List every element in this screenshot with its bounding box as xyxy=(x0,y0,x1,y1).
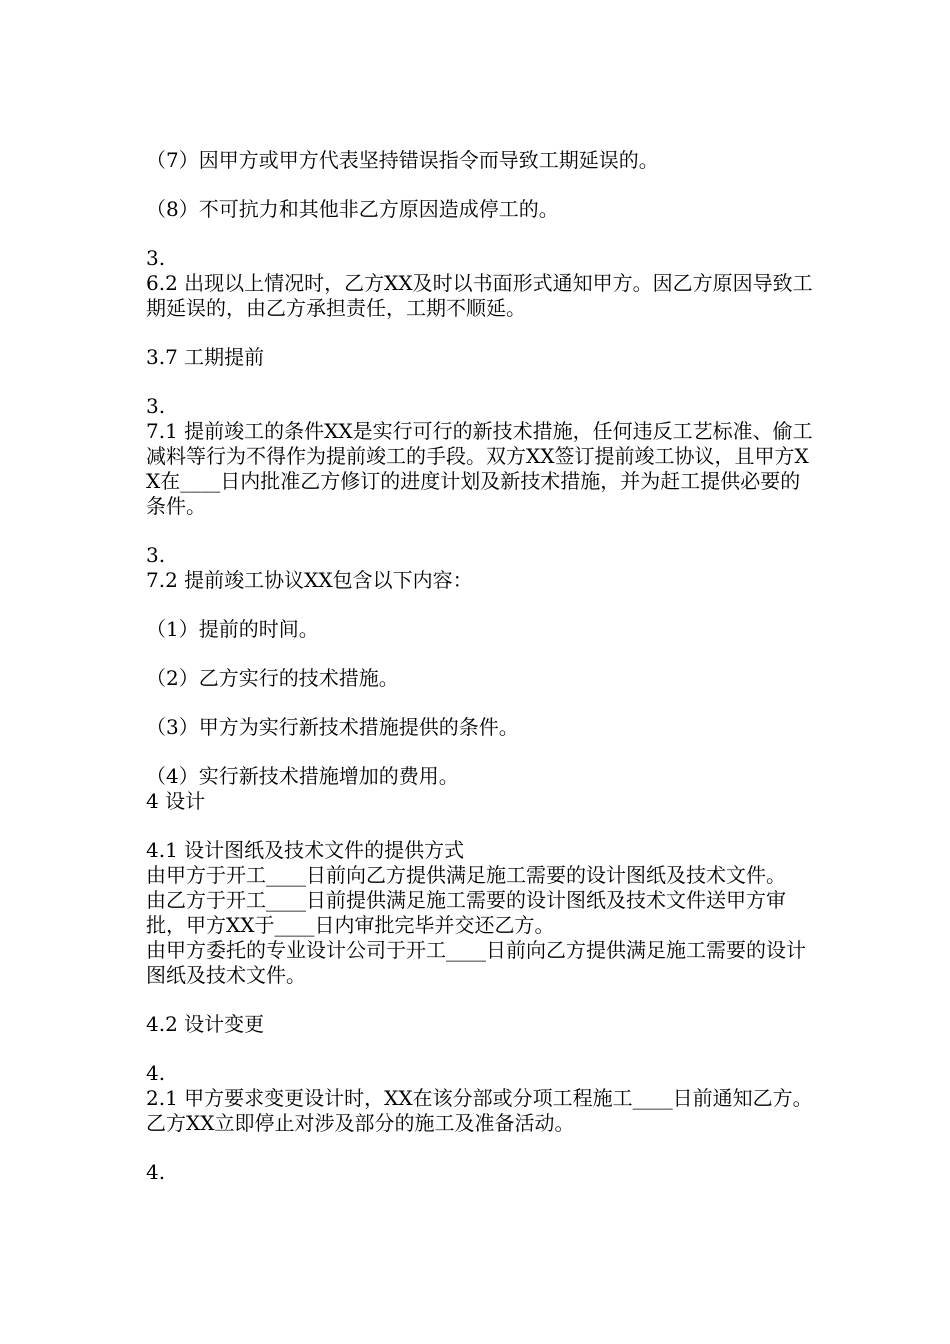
section-number-fragment: 4. xyxy=(146,1160,166,1184)
section-number-fragment: 3. xyxy=(146,394,166,418)
clause-7-1: 7.1 提前竣工的条件XX是实行可行的新技术措施，任何违反工艺标准、偷工减料等行为不得作为提前竣工的手段。双方XX签订提前竣工协议，且甲方XX在____日内批准乙方修订的进度计划及新技术措施，并为赶工提供必要的条件。 xyxy=(146,419,813,518)
list-item-1: （1）提前的时间。 xyxy=(146,617,319,641)
section-heading-4-2: 4.2 设计变更 xyxy=(146,1012,265,1036)
section-number-fragment: 3. xyxy=(146,246,166,270)
clause-7-item: （7）因甲方或甲方代表坚持错误指令而导致工期延误的。 xyxy=(146,148,659,172)
option-b: 由乙方于开工____日前提供满足施工需要的设计图纸及技术文件送甲方审批，甲方XX于____日内审批完毕并交还乙方。 xyxy=(146,888,786,937)
document-body xyxy=(146,148,816,1185)
section-number-fragment: 3. xyxy=(146,543,166,567)
clause-2-1: 2.1 甲方要求变更设计时，XX在该分部或分项工程施工____日前通知乙方。乙方XX立即停止对涉及部分的施工及准备活动。 xyxy=(146,1086,813,1135)
clause-6-2: 6.2 出现以上情况时，乙方XX及时以书面形式通知甲方。因乙方原因导致工期延误的，由乙方承担责任，工期不顺延。 xyxy=(146,271,813,320)
section-number-fragment: 4. xyxy=(146,1061,166,1085)
list-item-2: （2）乙方实行的技术措施。 xyxy=(146,666,399,690)
section-heading-3-7: 3.7 工期提前 xyxy=(146,345,265,369)
clause-8-item: （8）不可抗力和其他非乙方原因造成停工的。 xyxy=(146,197,559,221)
option-a: 由甲方于开工____日前向乙方提供满足施工需要的设计图纸及技术文件。 xyxy=(146,863,786,887)
option-c: 由甲方委托的专业设计公司于开工____日前向乙方提供满足施工需要的设计图纸及技术文件。 xyxy=(146,938,806,987)
list-item-3: （3）甲方为实行新技术措施提供的条件。 xyxy=(146,715,519,739)
section-heading-4-1: 4.1 设计图纸及技术文件的提供方式 xyxy=(146,838,465,862)
clause-7-2: 7.2 提前竣工协议XX包含以下内容： xyxy=(146,568,473,592)
section-heading-4: 4 设计 xyxy=(146,789,206,813)
list-item-4: （4）实行新技术措施增加的费用。 xyxy=(146,764,459,788)
